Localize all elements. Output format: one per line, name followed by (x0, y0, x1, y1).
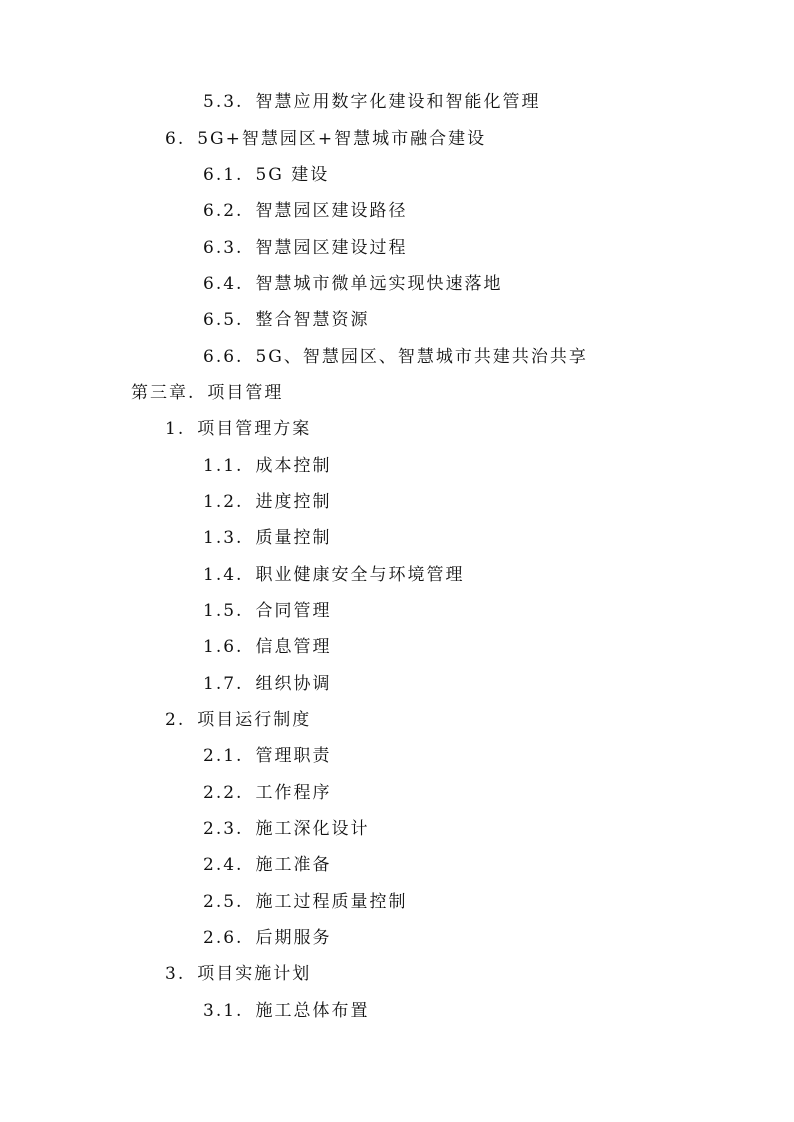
toc-number: 2.5. (203, 892, 244, 912)
toc-number: 2. (165, 710, 186, 730)
toc-entry (203, 887, 407, 917)
toc-title: 整合智慧资源 (255, 310, 370, 330)
toc-entry (203, 487, 331, 517)
toc-number: 第三章. (131, 383, 196, 403)
toc-entry (203, 741, 331, 771)
toc-title: 5G+智慧园区+智慧城市融合建设 (197, 129, 487, 149)
toc-number: 2.1. (203, 746, 244, 766)
toc-title: 5G、智慧园区、智慧城市共建共治共享 (255, 347, 588, 367)
toc-title: 智慧园区建设路径 (255, 201, 408, 221)
toc-entry (203, 196, 407, 226)
toc-number: 1.2. (203, 492, 244, 512)
toc-title: 项目实施计划 (197, 964, 312, 984)
toc-title: 施工总体布置 (255, 1001, 370, 1021)
toc-number: 6.5. (203, 310, 244, 330)
toc-entry (203, 632, 331, 662)
toc-entry (165, 959, 311, 989)
toc-title: 智慧城市微单远实现快速落地 (255, 274, 503, 294)
toc-title: 施工深化设计 (255, 819, 370, 839)
toc-number: 1.4. (203, 565, 244, 585)
toc-entry (203, 160, 329, 190)
toc-entry (203, 269, 502, 299)
toc-chapter-entry (131, 378, 283, 408)
toc-entry (203, 669, 331, 699)
toc-entry (203, 305, 369, 335)
toc-number: 2.3. (203, 819, 244, 839)
toc-entry (203, 560, 464, 590)
toc-number: 1.7. (203, 674, 244, 694)
toc-number: 5.3. (203, 92, 244, 112)
toc-entry (165, 414, 311, 444)
toc-number: 2.4. (203, 855, 244, 875)
toc-number: 3. (165, 964, 186, 984)
toc-entry (165, 124, 486, 154)
toc-title: 项目管理 (207, 383, 284, 403)
toc-number: 6.1. (203, 165, 244, 185)
toc-title: 智慧园区建设过程 (255, 238, 408, 258)
toc-title: 5G 建设 (255, 165, 330, 185)
toc-entry (203, 778, 331, 808)
toc-title: 职业健康安全与环境管理 (255, 565, 465, 585)
toc-title: 项目运行制度 (197, 710, 312, 730)
toc-title: 成本控制 (255, 456, 332, 476)
toc-title: 智慧应用数字化建设和智能化管理 (255, 92, 541, 112)
toc-title: 项目管理方案 (197, 419, 312, 439)
toc-title: 后期服务 (255, 928, 332, 948)
toc-title: 信息管理 (255, 637, 332, 657)
toc-entry (165, 705, 311, 735)
toc-entry (203, 850, 331, 880)
toc-entry (203, 596, 331, 626)
toc-number: 2.6. (203, 928, 244, 948)
toc-title: 进度控制 (255, 492, 332, 512)
toc-number: 1. (165, 419, 186, 439)
toc-title: 施工准备 (255, 855, 332, 875)
toc-entry (203, 233, 407, 263)
toc-entry (203, 996, 369, 1026)
toc-number: 1.6. (203, 637, 244, 657)
toc-entry (203, 451, 331, 481)
toc-title: 工作程序 (255, 783, 332, 803)
toc-title: 质量控制 (255, 528, 332, 548)
toc-number: 1.3. (203, 528, 244, 548)
toc-entry (203, 87, 540, 117)
toc-title: 施工过程质量控制 (255, 892, 408, 912)
toc-number: 1.5. (203, 601, 244, 621)
toc-number: 6.6. (203, 347, 244, 367)
toc-number: 6.4. (203, 274, 244, 294)
toc-number: 6.2. (203, 201, 244, 221)
toc-entry (203, 342, 588, 372)
toc-title: 管理职责 (255, 746, 332, 766)
toc-number: 3.1. (203, 1001, 244, 1021)
toc-entry (203, 814, 369, 844)
toc-title: 组织协调 (255, 674, 332, 694)
toc-number: 6.3. (203, 238, 244, 258)
toc-entry (203, 523, 331, 553)
toc-number: 1.1. (203, 456, 244, 476)
toc-number: 6. (165, 129, 186, 149)
toc-number: 2.2. (203, 783, 244, 803)
toc-entry (203, 923, 331, 953)
toc-title: 合同管理 (255, 601, 332, 621)
